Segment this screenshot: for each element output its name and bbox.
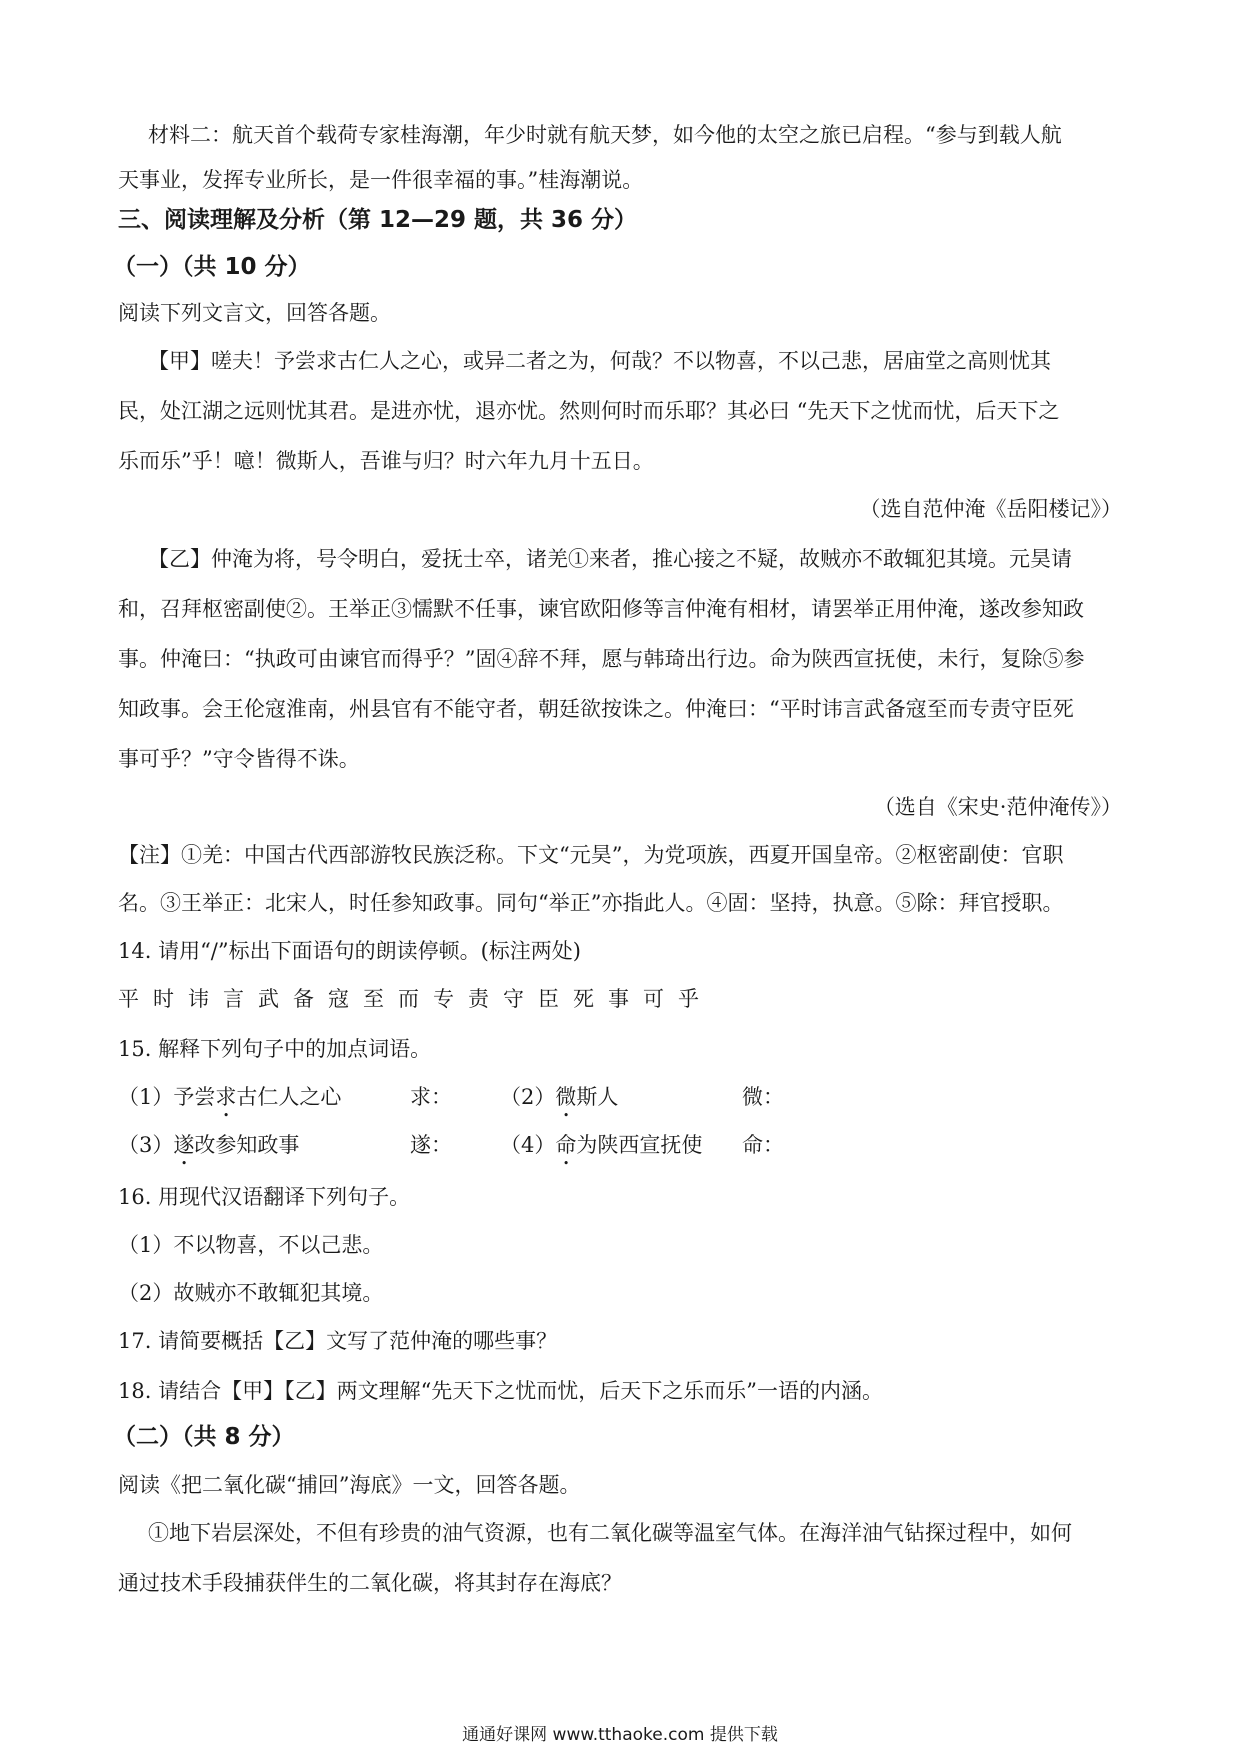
question-17: 17. 请简要概括【乙】文写了范仲淹的哪些事？	[118, 1329, 558, 1353]
question-15: 15. 解释下列句子中的加点词语。	[118, 1037, 432, 1061]
q15-item-3: （3）遂改参知政事	[118, 1133, 300, 1157]
passage-yi-line: 【乙】仲淹为将，号令明白，爱抚士卒，诸羌①来者，推心接之不疑，故贼亦不敢辄犯其境。元昊请	[148, 547, 1072, 571]
dotted-word: 微	[555, 1085, 577, 1109]
part2-heading: （二）（共 8 分）	[113, 1424, 295, 1450]
passage-yi-line: 事。仲淹曰：“执政可由谏官而得乎？”固④辞不拜，愿与韩琦出行边。命为陕西宣抚使，未行，复除⑤参	[118, 647, 1085, 671]
passage-jia-line: 民，处江湖之远则忧其君。是进亦忧，退亦忧。然则何时而乐耶？其必曰 “先天下之忧而忧，后天下之	[118, 399, 1060, 423]
material2-line-2: 天事业，发挥专业所长，是一件很幸福的事。”桂海潮说。	[118, 168, 644, 192]
part1-instruction: 阅读下列文言文，回答各题。	[118, 301, 391, 325]
q15-item-2: （2）微斯人	[500, 1085, 619, 1109]
passage-yi-line: 知政事。会王伦寇淮南，州县官有不能守者，朝廷欲按诛之。仲淹曰：“平时讳言武备寇至而专责守臣死	[118, 697, 1074, 721]
question-14-sentence: 平时讳言武备寇至而专责守臣死事可乎	[118, 987, 713, 1011]
notes-line: 名。③王举正：北宋人，时任参知政事。同句“举正”亦指此人。④固：坚持，执意。⑤除：拜官授职。	[118, 891, 1064, 915]
question-18: 18. 请结合【甲】【乙】两文理解“先天下之忧而忧，后天下之乐而乐”一语的内涵。	[118, 1379, 884, 1403]
q15-item-4: （4）命为陕西宣抚使	[500, 1133, 703, 1157]
part2-paragraph-line: ①地下岩层深处，不但有珍贵的油气资源，也有二氧化碳等温室气体。在海洋油气钻探过程中，如何	[148, 1521, 1072, 1545]
passage-jia-line: 【甲】嗟夫！予尝求古仁人之心，或异二者之为，何哉？不以物喜，不以己悲，居庙堂之高则忧其	[148, 349, 1051, 373]
page-footer: 通通好课网 www.tthaoke.com 提供下载	[462, 1725, 778, 1745]
passage-jia-source: （选自范仲淹《岳阳楼记》）	[859, 497, 1122, 521]
question-14: 14. 请用“/”标出下面语句的朗读停顿。(标注两处)	[118, 939, 582, 963]
dotted-word: 求	[215, 1085, 237, 1109]
dotted-word: 命	[555, 1133, 577, 1157]
passage-yi-line: 和，召拜枢密副使②。王举正③懦默不任事，谏官欧阳修等言仲淹有相材，请罢举正用仲淹，遂改参知政	[118, 597, 1084, 621]
passage-yi-source: （选自《宋史·范仲淹传》）	[873, 795, 1122, 819]
q15-answer-4: 命：	[742, 1133, 784, 1157]
part1-heading: （一）（共 10 分）	[113, 254, 311, 280]
q15-item-1: （1）予尝求古仁人之心	[118, 1085, 342, 1109]
q15-answer-3: 遂：	[410, 1133, 452, 1157]
question-16: 16. 用现代汉语翻译下列句子。	[118, 1185, 411, 1209]
section-heading: 三、阅读理解及分析（第 12—29 题，共 36 分）	[118, 207, 638, 233]
q15-answer-2: 微：	[742, 1085, 784, 1109]
passage-yi-line: 事可乎？”守令皆得不诛。	[118, 747, 360, 771]
q16-item: （1）不以物喜，不以己悲。	[118, 1233, 384, 1257]
q15-answer-1: 求：	[410, 1085, 452, 1109]
material2-line-1: 材料二：航天首个载荷专家桂海潮，年少时就有航天梦，如今他的太空之旅已启程。“参与到载人航	[148, 123, 1062, 147]
notes-line: 【注】①羌：中国古代西部游牧民族泛称。下文“元昊”，为党项族，西夏开国皇帝。②枢密副使：官职	[118, 843, 1064, 867]
part2-paragraph-line: 通过技术手段捕获伴生的二氧化碳，将其封存在海底？	[118, 1571, 622, 1595]
dotted-word: 遂	[173, 1133, 195, 1157]
part2-instruction: 阅读《把二氧化碳“捕回”海底》一文，回答各题。	[118, 1473, 581, 1497]
passage-jia-line: 乐而乐”乎！噫！微斯人，吾谁与归？时六年九月十五日。	[118, 449, 654, 473]
q16-item: （2）故贼亦不敢辄犯其境。	[118, 1281, 384, 1305]
